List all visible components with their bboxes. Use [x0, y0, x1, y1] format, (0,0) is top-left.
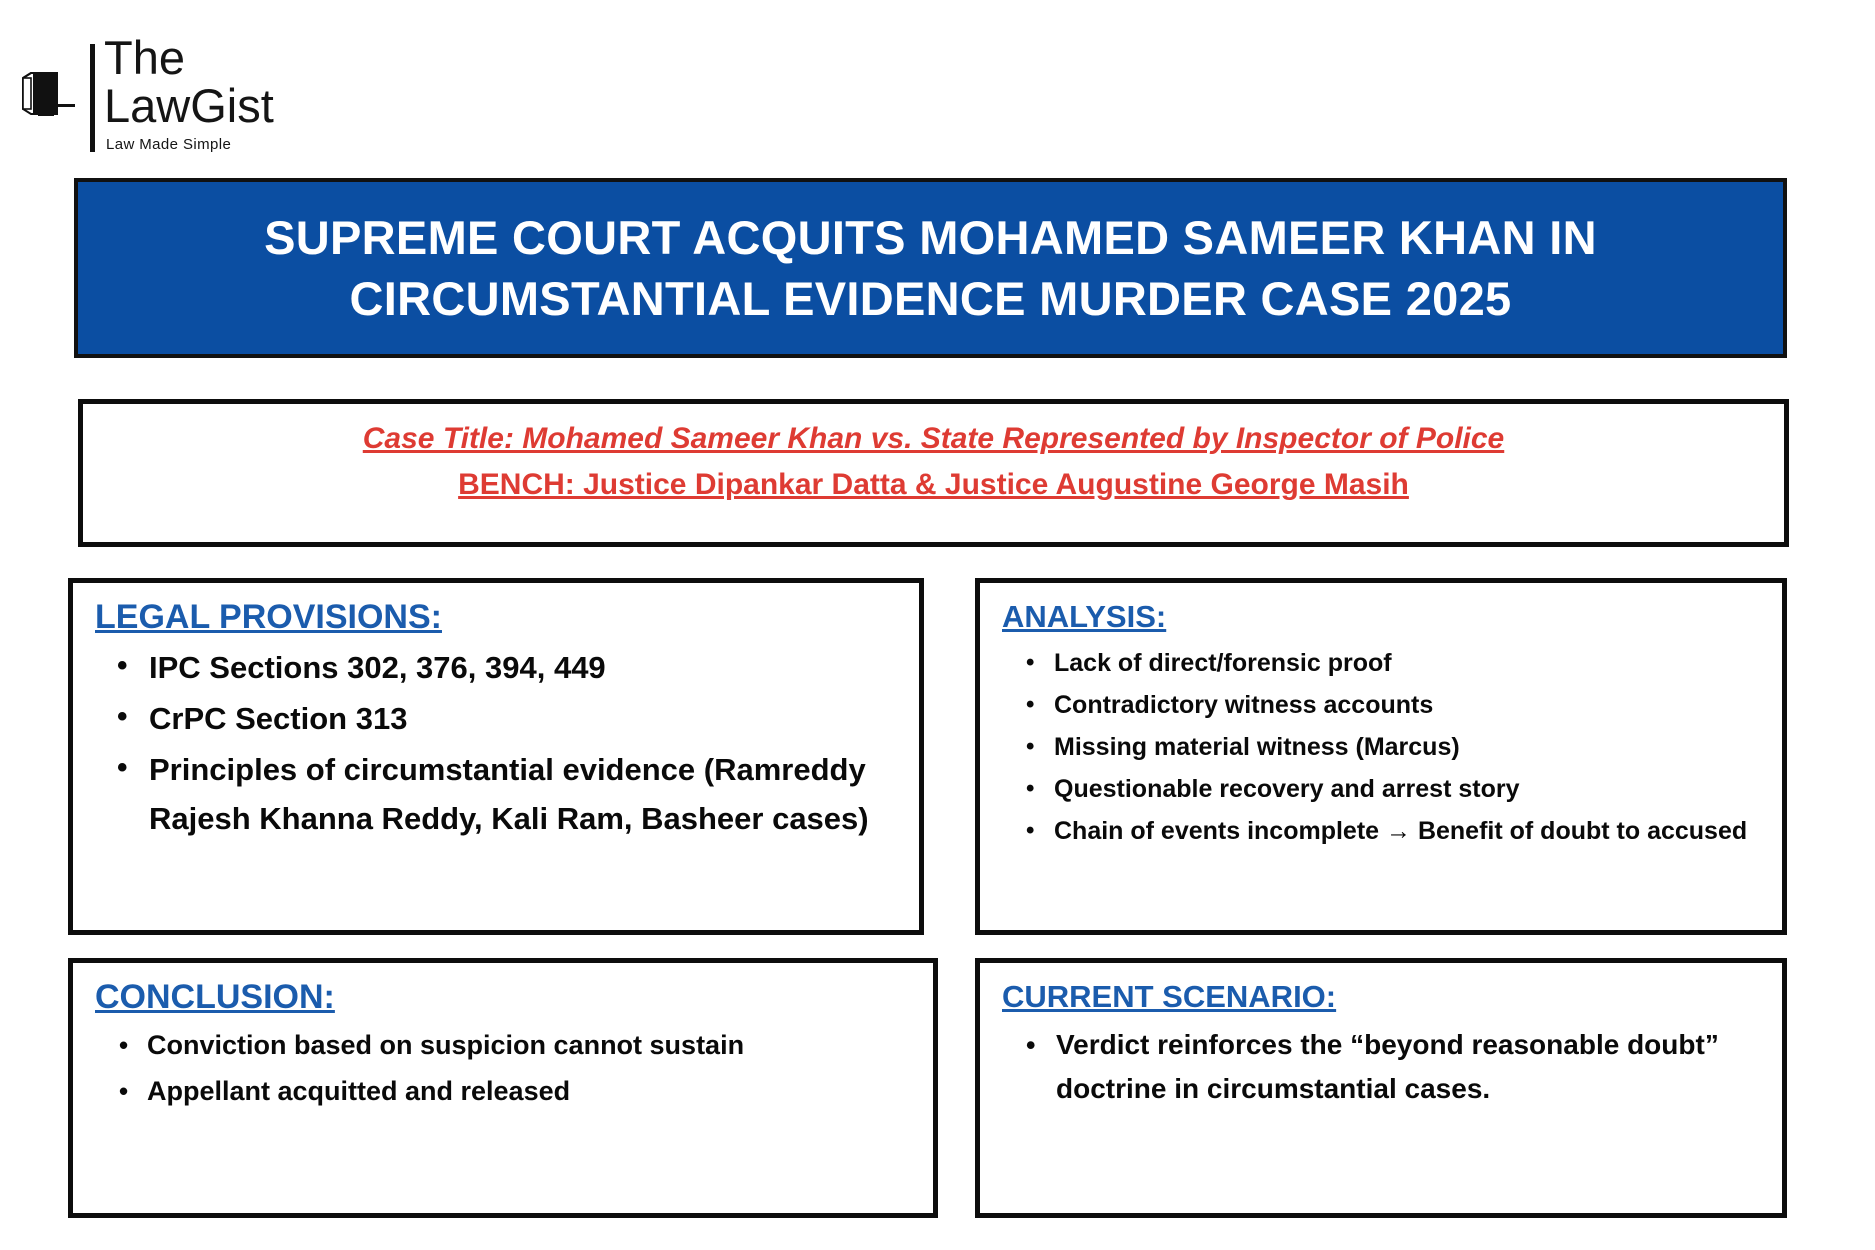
list-item: • Lack of direct/forensic proof: [998, 643, 1764, 683]
list-item: • Appellant acquitted and released: [91, 1069, 915, 1113]
brand-wordmark: [104, 31, 314, 153]
analysis-list: [998, 643, 1764, 851]
book-gavel-icon: [17, 68, 79, 128]
list-item: • Missing material witness (Marcus): [998, 727, 1764, 767]
list-item: • Contradictory witness accounts: [998, 685, 1764, 725]
list-item: • Conviction based on suspicion cannot sustain: [91, 1023, 915, 1067]
list-item: • IPC Sections 302, 376, 394, 449: [91, 643, 901, 692]
brand-name-line1: The: [104, 31, 185, 84]
page-title: SUPREME COURT ACQUITS MOHAMED SAMEER KHAN IN CIRCUMSTANTIAL EVIDENCE MURDER CASE 2025: [264, 210, 1597, 325]
conclusion-list: [91, 1023, 915, 1113]
current-scenario-list: [998, 1023, 1764, 1111]
list-item: • Questionable recovery and arrest story: [998, 769, 1764, 809]
legal-provisions-list: [91, 643, 901, 843]
logo-divider: [90, 44, 95, 152]
list-item: • Principles of circumstantial evidence (Ramreddy Rajesh Khanna Reddy, Kali Ram, Basheer cases): [91, 745, 901, 843]
panel-conclusion: [68, 958, 938, 1218]
panel-analysis: [975, 578, 1787, 935]
panel-heading-conclusion: CONCLUSION:: [95, 978, 335, 1016]
brand-name-line2: LawGist: [104, 79, 274, 132]
panel-legal-provisions: [68, 578, 924, 935]
case-info-box: [78, 399, 1789, 547]
brand-logo: [12, 31, 312, 155]
panel-heading-analysis: ANALYSIS:: [1002, 599, 1167, 634]
list-item: • Verdict reinforces the “beyond reasonable doubt” doctrine in circumstantial cases.: [998, 1023, 1764, 1111]
bench-line: BENCH: Justice Dipankar Datta & Justice Augustine George Masih: [458, 468, 1409, 501]
list-item: • CrPC Section 313: [91, 694, 901, 743]
panel-current-scenario: [975, 958, 1787, 1218]
panel-heading-legal-provisions: LEGAL PROVISIONS:: [95, 598, 442, 636]
case-title-line: Case Title: Mohamed Sameer Khan vs. State Represented by Inspector of Police: [362, 422, 1505, 455]
list-item: • Chain of events incomplete → Benefit of doubt to accused: [998, 811, 1764, 851]
title-banner: [74, 178, 1787, 358]
brand-tagline: Law Made Simple: [106, 136, 232, 153]
panel-heading-current-scenario: CURRENT SCENARIO:: [1002, 979, 1337, 1014]
